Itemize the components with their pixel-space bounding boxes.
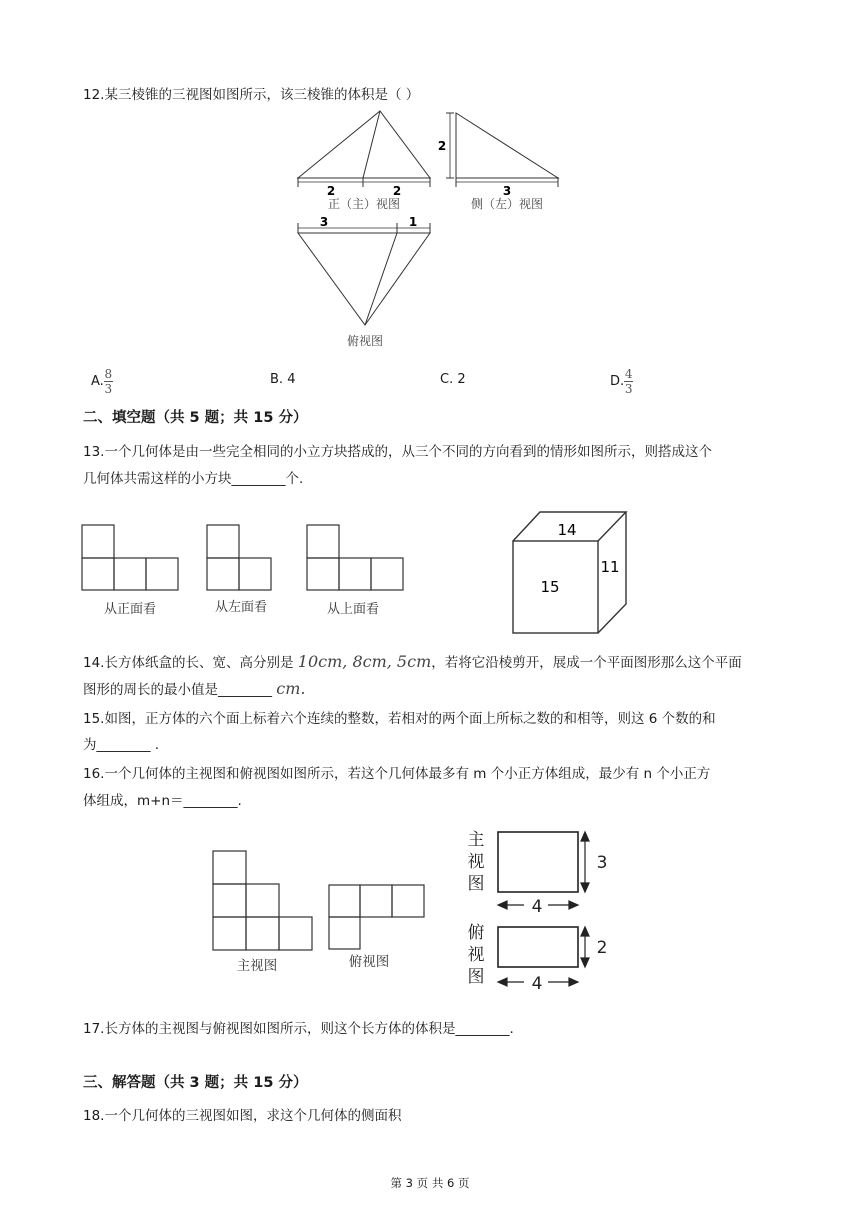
- box-dimensions: 10cm, 8cm, 5cm: [297, 652, 432, 671]
- top-char-2: 视: [467, 945, 485, 965]
- top-width-value: 4: [531, 974, 543, 994]
- dim-top-right: 1: [408, 215, 418, 229]
- top-height-value: 2: [596, 938, 608, 958]
- question-17-text: 17.长方体的主视图与俯视图如图所示，则这个长方体的体积是________.: [83, 1021, 514, 1037]
- main-char-3: 图: [467, 874, 485, 894]
- dim-front-right: 2: [392, 184, 402, 198]
- top-char-1: 俯: [467, 923, 485, 943]
- section-2-title: 二、填空题（共 5 题；共 15 分）: [83, 410, 308, 426]
- q12-three-views-figure: [290, 105, 580, 355]
- main-char-2: 视: [467, 852, 485, 872]
- q17-views-figure: [462, 825, 622, 995]
- section-3-title: 三、解答题（共 3 题；共 15 分）: [83, 1075, 308, 1091]
- main-view-label: 主视图: [236, 958, 278, 974]
- q15-cube-figure: [505, 505, 635, 640]
- main-height-value: 3: [596, 853, 608, 873]
- question-16-line1: 16.一个几何体的主视图和俯视图如图所示，若这个几何体最多有 m 个小正方体组成，最少有 n 个小正方: [83, 766, 711, 782]
- option-b[interactable]: B. 4: [270, 372, 296, 387]
- question-16-line2: 体组成，m+n＝________.: [83, 793, 242, 809]
- view-top-label: 从上面看: [326, 602, 380, 617]
- top-view-label-16: 俯视图: [348, 954, 390, 970]
- cube-top-number: 14: [557, 521, 577, 539]
- question-14-line2: 图形的周长的最小值是________ cm.: [83, 679, 306, 698]
- question-14-line1: 14.长方体纸盒的长、宽、高分别是 10cm, 8cm, 5cm，若将它沿棱剪开，展成一个平面图形那么这个平面: [83, 652, 742, 671]
- question-15-line2: 为________ .: [83, 737, 160, 753]
- cube-front-number: 15: [540, 578, 560, 596]
- dim-front-left: 2: [326, 184, 336, 198]
- view-left-label: 从左面看: [214, 600, 268, 615]
- front-view-label: 正（主）视图: [327, 197, 401, 211]
- option-d[interactable]: D. $\frac{4}{3}$: [610, 367, 633, 396]
- question-13-line1: 13.一个几何体是由一些完全相同的小立方块搭成的，从三个不同的方向看到的情形如图所示，则搭成这个: [83, 444, 712, 460]
- dim-top-left: 3: [319, 215, 329, 229]
- view-front-label: 从正面看: [103, 602, 157, 617]
- dim-height: 2: [437, 139, 447, 153]
- dim-side-width: 3: [502, 184, 512, 198]
- option-a[interactable]: A. $\frac{8}{3}$: [91, 367, 113, 396]
- page-footer: 第 3 页 共 6 页: [390, 1176, 470, 1190]
- q16-views-figure: [205, 845, 445, 980]
- main-char-1: 主: [467, 830, 485, 850]
- cube-side-number: 11: [600, 558, 620, 576]
- option-c[interactable]: C. 2: [440, 372, 466, 387]
- q13-views-figure: [75, 518, 415, 622]
- top-view-label: 俯视图: [346, 334, 384, 348]
- question-12-text: 12.某三棱锥的三视图如图所示，该三棱锥的体积是（ ）: [83, 87, 420, 103]
- top-char-3: 图: [467, 967, 485, 987]
- question-15-line1: 15.如图，正方体的六个面上标着六个连续的整数，若相对的两个面上所标之数的和相等，则这 6 个数的和: [83, 711, 716, 727]
- unit-cm: cm.: [276, 679, 306, 698]
- question-13-line2: 几何体共需这样的小方块________个.: [83, 471, 304, 487]
- question-18-text: 18.一个几何体的三视图如图，求这个几何体的侧面积: [83, 1108, 402, 1124]
- side-view-label: 侧（左）视图: [470, 197, 544, 211]
- main-width-value: 4: [531, 897, 543, 917]
